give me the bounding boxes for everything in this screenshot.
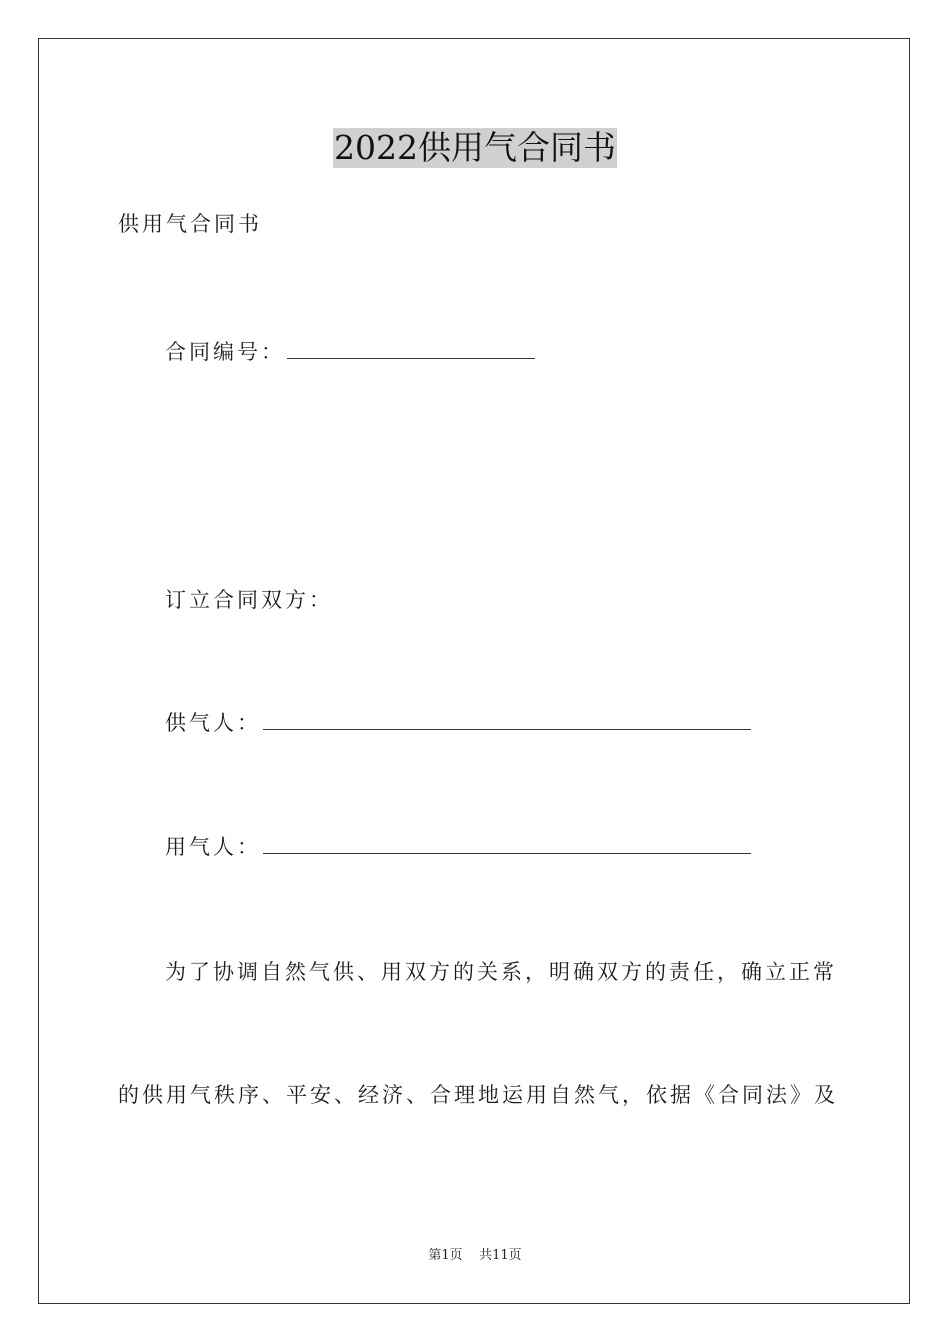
user-label: 用气人： (165, 835, 261, 859)
supplier-label: 供气人： (165, 711, 261, 735)
footer-total-pages: 共11页 (479, 1248, 522, 1263)
supplier-blank (263, 709, 751, 730)
contract-number-label: 合同编号： (165, 340, 285, 364)
document-subtitle: 供用气合同书 (118, 212, 262, 236)
parties-heading: 订立合同双方： (165, 588, 333, 612)
document-title: 2022供用气合同书 (334, 128, 616, 167)
contract-number-blank (287, 338, 535, 359)
user-row (165, 833, 751, 861)
footer-page-number: 第1页 (428, 1248, 463, 1263)
paragraph-line-2: 的供用气秩序、平安、经济、合理地运用自然气，依据《合同法》及 (118, 1083, 838, 1107)
page-footer (0, 1247, 950, 1265)
supplier-row (165, 709, 751, 737)
contract-number-row (165, 338, 535, 366)
paragraph-line-1: 为了协调自然气供、用双方的关系，明确双方的责任，确立正常 (165, 960, 837, 984)
user-blank (263, 833, 751, 854)
title-container (0, 128, 950, 168)
